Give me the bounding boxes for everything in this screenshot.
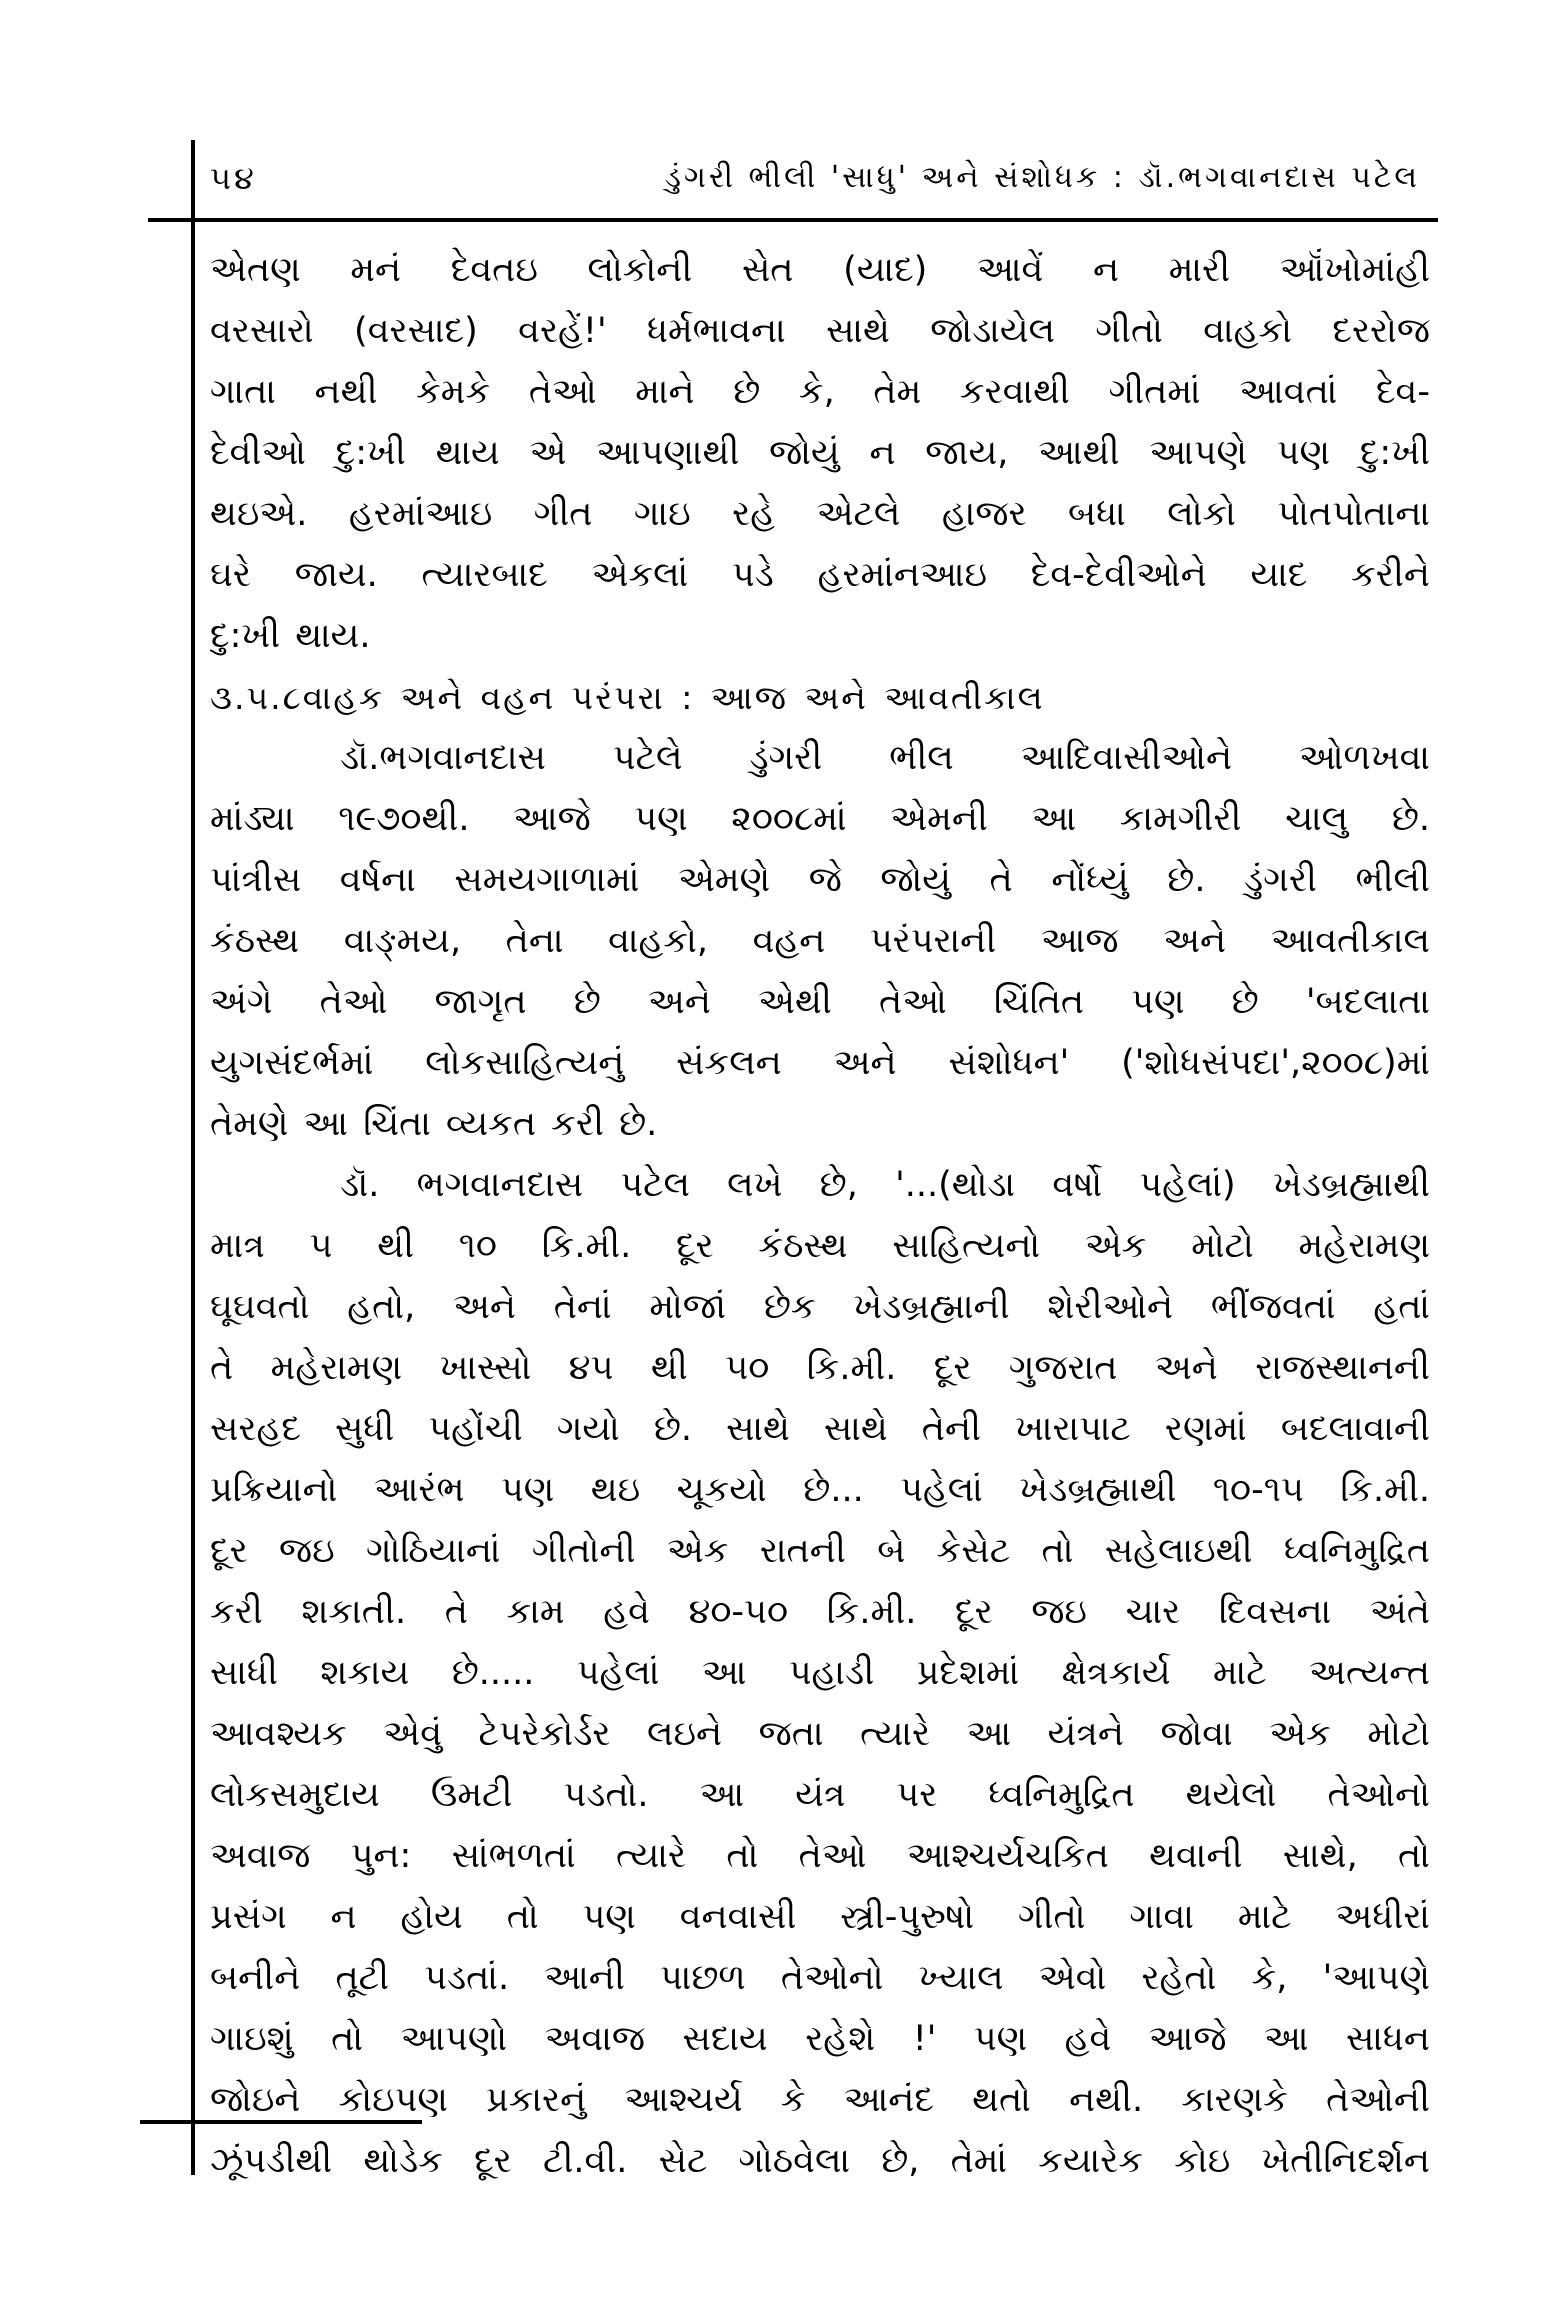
body-text (210, 240, 1430, 2192)
text-line: ગાતા નથી કેમકે તેઓ માને છે કે, તેમ કરવાથી ગીતમાં આવતાં દેવ- (210, 372, 1430, 412)
page-header (210, 152, 1420, 204)
text-line: અવાજ પુન: સાંભળતાં ત્યારે તો તેઓ આશ્ચર્યચકિત થવાની સાથે, તો (210, 1836, 1430, 1876)
text-line: કરી શકાતી. તે કામ હવે ૪૦-૫૦ કિ.મી. દૂર જઇ ચાર દિવસના અંતે (210, 1592, 1430, 1632)
text-line: ઘૂઘવતો હતો, અને તેનાં મોજાં છેક ખેડબ્રહ્માની શેરીઓને ભીંજવતાં હતાં (210, 1287, 1430, 1327)
text-line: માત્ર ૫ થી ૧૦ કિ.મી. દૂર કંઠસ્થ સાહિત્યનો એક મોટો મહેરામણ (210, 1226, 1430, 1266)
text-line: માંડ્યા ૧૯૭૦થી. આજે પણ ૨૦૦૮માં એમની આ કામગીરી ચાલુ છે. (210, 799, 1430, 839)
text-line: દેવીઓ દુ:ખી થાય એ આપણાથી જોયું ન જાય, આથી આપણે પણ દુ:ખી (210, 433, 1430, 473)
text-line: બનીને તૂટી પડતાં. આની પાછળ તેઓનો ખ્યાલ એવો રહેતો કે, 'આપણે (210, 1958, 1430, 1998)
text-line: પ્રક્રિયાનો આરંભ પણ થઇ ચૂકયો છે... પહેલાં ખેડબ્રહ્માથી ૧૦-૧૫ કિ.મી. (210, 1470, 1430, 1510)
text-line: દુ:ખી થાય. (210, 616, 371, 656)
running-title: ડુંગરી ભીલી 'સાધુ' અને સંશોધક : ડૉ.ભગવાનદાસ પટેલ (664, 160, 1420, 195)
text-line: થઇએ. હરમાંઆઇ ગીત ગાઇ રહે એટલે હાજર બધા લોકો પોતપોતાના (210, 494, 1430, 534)
text-line: સાધી શકાય છે..... પહેલાં આ પહાડી પ્રદેશમાં ક્ષેત્રકાર્ય માટે અત્યન્ત (210, 1653, 1430, 1693)
text-line: લોકસમુદાય ઉમટી પડતો. આ યંત્ર પર ધ્વનિમુદ્રિત થયેલો તેઓનો (210, 1775, 1430, 1815)
text-line: એતણ મનં દેવતઇ લોકોની સેત (યાદ) આવેં ન મારી ઑંખોમાંહી (210, 250, 1430, 290)
page-number: ૫૪ (210, 159, 257, 197)
text-line: વરસારો (વરસાદ) વરહેં!' ધર્મભાવના સાથે જોડાયેલ ગીતો વાહકો દરરોજ (210, 311, 1430, 351)
text-line: સરહદ સુધી પહોંચી ગયો છે. સાથે સાથે તેની ખારાપાટ રણમાં બદલાવાની (210, 1409, 1430, 1449)
vertical-margin-rule (191, 140, 195, 2175)
section-heading: ૩.૫.૮વાહક અને વહન પરંપરા : આજ અને આવતીકાલ (210, 678, 1045, 717)
text-line: ઝૂંપડીથી થોડેક દૂર ટી.વી. સેટ ગોઠવેલા છે, તેમાં કયારેક કોઇ ખેતીનિદર્શન (210, 2141, 1430, 2181)
text-line: ઘરે જાય. ત્યારબાદ એકલાં પડે હરમાંનઆઇ દેવ-દેવીઓને યાદ કરીને (210, 555, 1430, 595)
text-line: ડૉ. ભગવાનદાસ પટેલ લખે છે, '...(થોડા વર્ષો પહેલાં) ખેડબ્રહ્માથી (340, 1165, 1430, 1205)
footer-rule (140, 2120, 422, 2124)
text-line: આવશ્યક એવું ટેપરેકોર્ડર લઇને જતા ત્યારે આ યંત્રને જોવા એક મોટો (210, 1714, 1430, 1754)
text-line: દૂર જઇ ગોઠિયાનાં ગીતોની એક રાતની બે કેસેટ તો સહેલાઇથી ધ્વનિમુદ્રિત (210, 1531, 1430, 1571)
text-line: તેમણે આ ચિંતા વ્યકત કરી છે. (210, 1104, 658, 1144)
text-line: ડૉ.ભગવાનદાસ પટેલે ડુંગરી ભીલ આદિવાસીઓને ઓળખવા (340, 738, 1430, 778)
text-line: અંગે તેઓ જાગૃત છે અને એથી તેઓ ચિંતિત પણ છે 'બદલાતા (210, 982, 1430, 1022)
text-line: જોઇને કોઇપણ પ્રકારનું આશ્ચર્ય કે આનંદ થતો નથી. કારણકે તેઓની (210, 2080, 1430, 2120)
text-line: યુગસંદર્ભમાં લોકસાહિત્યનું સંકલન અને સંશોધન' ('શોધસંપદા',૨૦૦૮)માં (210, 1043, 1430, 1083)
header-rule (148, 218, 1438, 222)
text-line: ગાઇશું તો આપણો અવાજ સદાય રહેશે !' પણ હવે આજે આ સાધન (210, 2019, 1430, 2059)
text-line: પ્રસંગ ન હોય તો પણ વનવાસી સ્ત્રી-પુરુષો ગીતો ગાવા માટે અધીરાં (210, 1897, 1430, 1937)
text-line: પાંત્રીસ વર્ષના સમયગાળામાં એમણે જે જોયું તે નોંધ્યું છે. ડુંગરી ભીલી (210, 860, 1430, 900)
text-line: તે મહેરામણ ખાસ્સો ૪૫ થી ૫૦ કિ.મી. દૂર ગુજરાત અને રાજસ્થાનની (210, 1348, 1430, 1388)
text-line: કંઠસ્થ વાઙ્મય, તેના વાહકો, વહન પરંપરાની આજ અને આવતીકાલ (210, 921, 1430, 961)
